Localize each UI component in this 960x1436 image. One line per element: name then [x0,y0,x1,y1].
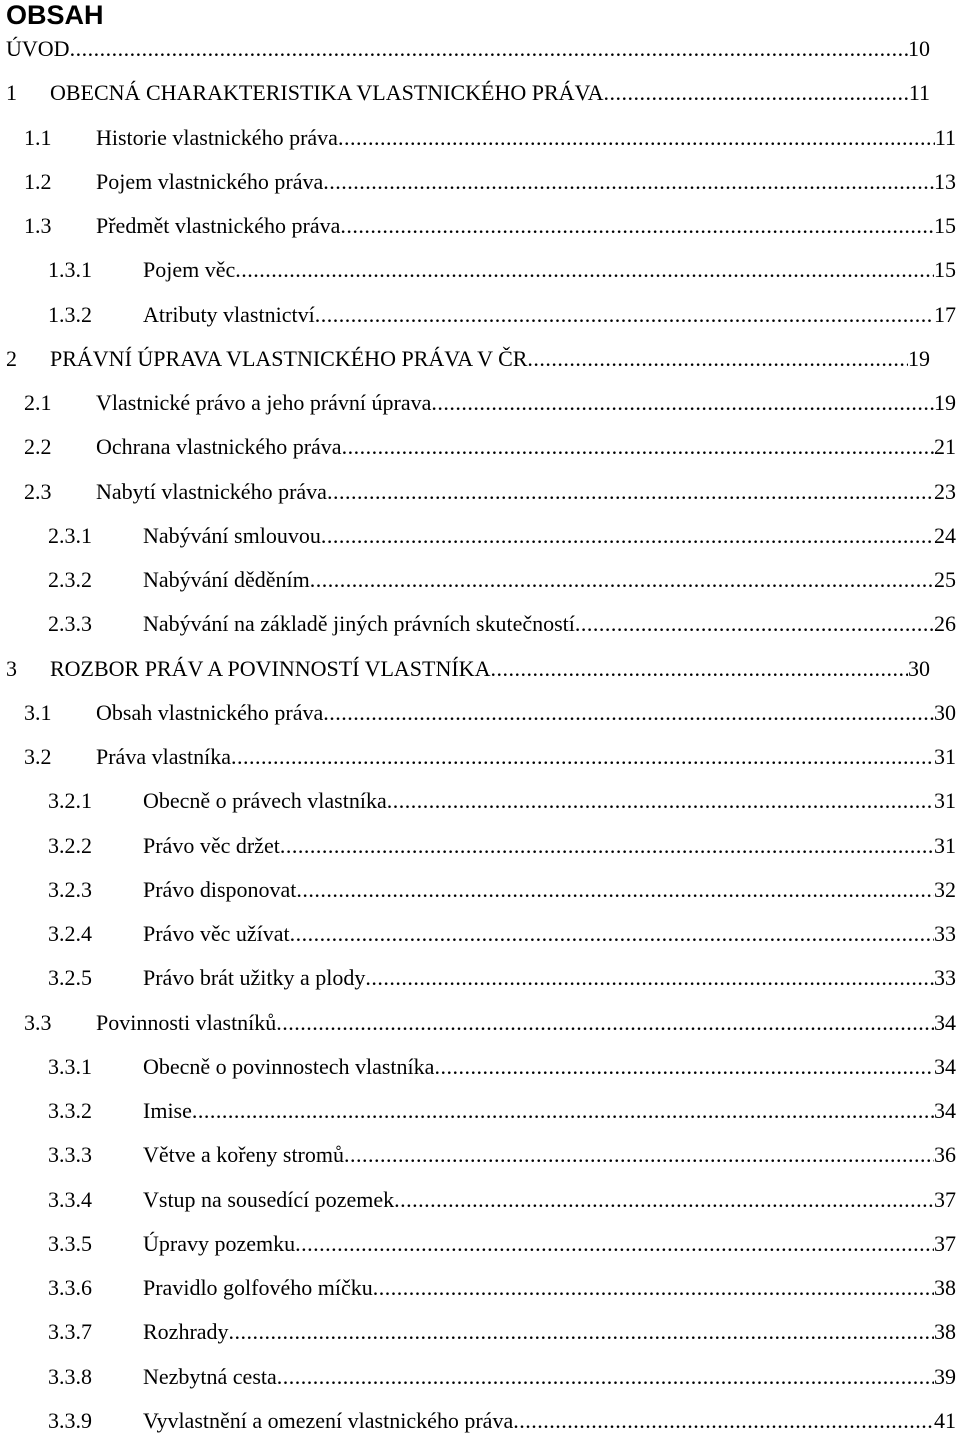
toc-entry-page-number: 36 [934,1142,956,1168]
toc-entry-number: ÚVOD [6,36,70,61]
dot-leader [490,654,908,684]
toc-entry[interactable] [48,609,956,639]
toc-entry-page-number: 34 [934,1098,956,1123]
toc-entry-line [96,211,956,241]
toc-entry[interactable] [48,875,956,905]
toc-entry-page-number: 10 [908,36,930,61]
dot-leader [340,211,934,241]
dot-leader [394,1185,934,1215]
toc-entry[interactable] [24,432,956,462]
toc-entry-title: Imise [143,1098,192,1123]
toc-entry-line [143,1052,956,1082]
toc-entry[interactable] [48,963,956,993]
toc-entry-line [143,255,956,285]
toc-entry-line [96,1008,956,1038]
dot-leader [575,609,934,639]
toc-entry[interactable] [48,1096,956,1126]
toc-entry-number: 1.3.1 [48,257,92,283]
toc-entry-line [96,123,956,153]
toc-entry[interactable] [24,698,956,728]
toc-entry[interactable] [48,565,956,595]
dot-leader [604,78,909,108]
dot-leader [513,1406,934,1436]
toc-entry-title: Ochrana vlastnického práva [96,434,342,460]
dot-leader [277,1362,934,1392]
toc-entry-line [96,167,956,197]
toc-entry[interactable] [24,388,956,418]
toc-entry[interactable] [48,1317,956,1347]
toc-entry-title: Historie vlastnického práva [96,124,338,150]
toc-entry-line [143,521,956,551]
toc-entry-line [143,1273,956,1303]
toc-entry-page-number: 39 [934,1363,956,1389]
toc-entry-number: 3.3.5 [48,1230,92,1256]
toc-entry-number: 3.3 [24,1009,52,1035]
toc-entry[interactable] [48,1273,956,1303]
toc-entry-line [50,78,930,108]
toc-entry-number: 2.3.2 [48,567,92,592]
toc-entry-title: Pojem věc [143,257,236,283]
toc-entry-page-number: 11 [908,80,930,106]
toc-entry[interactable] [24,211,956,241]
toc-entry-number: 3.3.1 [48,1053,92,1079]
toc-entry-number: 1 [6,80,17,106]
toc-entry-number: 3.3.4 [48,1186,92,1212]
toc-entry-line [96,432,956,462]
dot-leader [296,875,934,905]
dot-leader [321,521,934,551]
toc-entry[interactable] [48,919,956,949]
toc-entry[interactable] [48,1362,956,1392]
toc-entry-number: 3.2.5 [48,965,92,991]
toc-entry-page-number: 26 [934,611,956,637]
toc-entry-line [143,875,956,905]
toc-entry-page-number: 23 [934,478,956,504]
dot-leader [365,963,934,993]
toc-entry[interactable] [48,521,956,551]
toc-entry-number: 3.1 [24,699,52,725]
toc-entry-title: Právo věc držet [143,832,280,858]
toc-entry-line [143,1096,956,1126]
toc-entry-line [96,477,956,507]
toc-entry-title: Nabytí vlastnického práva [96,478,327,504]
toc-entry[interactable] [6,34,930,64]
toc-entry-title: OBECNÁ CHARAKTERISTIKA VLASTNICKÉHO PRÁVA [50,80,604,106]
toc-entry-page-number: 33 [934,921,956,946]
toc-entry-line [143,1406,956,1436]
toc-entry-page-number: 19 [934,390,956,415]
toc-entry-title: Vyvlastnění a omezení vlastnického práva [143,1407,514,1433]
toc-entry-number: 1.3 [24,213,52,238]
dot-leader [70,34,908,64]
toc-entry-number: 3.3.6 [48,1275,92,1300]
toc-entry[interactable] [24,742,956,772]
toc-entry-title: Vstup na sousedící pozemek [143,1186,395,1212]
dot-leader [387,786,934,816]
toc-entry-title: Pravidlo golfového míčku [143,1275,373,1300]
toc-entry-title: Nabývání smlouvou [143,522,321,548]
toc-entry-page-number: 31 [934,832,956,858]
dot-leader [327,477,934,507]
toc-entry-line [96,388,956,418]
toc-entry-line [143,831,956,861]
toc-entry[interactable] [48,300,956,330]
toc-entry-title: Obsah vlastnického práva [96,699,324,725]
toc-entry-title: Předmět vlastnického práva [96,213,341,238]
toc-entry-page-number: 32 [934,876,956,902]
dot-leader [235,255,934,285]
toc-entry[interactable] [48,1406,956,1436]
toc-entry-number: 2.3 [24,478,52,504]
toc-entry-line [143,609,956,639]
dot-leader [229,1317,934,1347]
toc-entry[interactable] [48,1052,956,1082]
toc-entry[interactable] [24,123,956,153]
dot-leader [431,388,934,418]
toc-entry-page-number: 25 [934,567,956,592]
toc-entry-line [143,1140,956,1170]
toc-entry-number: 3 [6,655,17,681]
toc-entry-line [143,963,956,993]
toc-entry[interactable] [24,1008,956,1038]
dot-leader [310,565,934,595]
toc-entry-title: Úpravy pozemku [143,1230,296,1256]
toc-entry-page-number: 37 [934,1186,956,1212]
toc-entry[interactable] [24,167,956,197]
toc-entry-line [96,742,956,772]
toc-entry-number: 3.2.2 [48,832,92,858]
toc-entry[interactable] [24,477,956,507]
dot-leader [192,1096,934,1126]
toc-entry-number: 1.1 [24,124,52,150]
toc-entry-line [50,344,930,374]
toc-entry-number: 2.1 [24,390,52,415]
dot-leader [527,344,908,374]
toc-entry-number: 3.2.1 [48,788,92,814]
toc-entry-line [143,1317,956,1347]
toc-entry[interactable] [6,344,930,374]
toc-entry-line [96,698,956,728]
toc-entry-number: 1.2 [24,168,52,194]
toc-entry-page-number: 30 [908,655,930,681]
dot-leader [344,1140,934,1170]
toc-entry-page-number: 41 [934,1407,956,1433]
toc-entry-number: 3.3.3 [48,1142,92,1168]
toc-entry-title: Právo věc užívat [143,921,290,946]
toc-entry-number: 3.3.2 [48,1098,92,1123]
toc-entry-page-number: 30 [934,699,956,725]
toc-entry-page-number: 34 [934,1009,956,1035]
dot-leader [338,123,935,153]
toc-entry-page-number: 38 [934,1319,956,1345]
toc-entry[interactable] [6,78,930,108]
toc-entry-page-number: 19 [908,345,930,371]
toc-entry-page-number: 15 [934,213,956,238]
toc-entry-line [143,1229,956,1259]
toc-entry-page-number: 31 [934,744,956,769]
toc-entry-title: Nabývání na základě jiných právních skutečností [143,611,575,637]
toc-entry-page-number: 17 [934,301,956,327]
toc-entry-title: Právo disponovat [143,876,297,902]
toc-entry-number: 3.3.9 [48,1407,92,1433]
toc-entry-title: ROZBOR PRÁV A POVINNOSTÍ VLASTNÍKA [50,655,491,681]
dot-leader [434,1052,934,1082]
toc-entry-title: Právo brát užitky a plody [143,965,366,991]
toc-entry-page-number: 11 [934,124,956,150]
toc-entry-line [143,919,956,949]
toc-entry-number: 2.3.1 [48,522,92,548]
dot-leader [276,1008,934,1038]
dot-leader [295,1229,934,1259]
toc-entry-line [143,565,956,595]
toc-entry-title: Nabývání děděním [143,567,310,592]
toc-entry-number: 3.3.7 [48,1319,92,1345]
toc-entry-title: Vlastnické právo a jeho právní úprava [96,390,432,415]
toc-entry-page-number: 31 [934,788,956,814]
toc-entry[interactable] [48,831,956,861]
toc-entry-page-number: 13 [934,168,956,194]
dot-leader [323,698,934,728]
toc-entry-number: 3.2.4 [48,921,92,946]
dot-leader [315,300,934,330]
toc-entry-number: 3.2.3 [48,876,92,902]
toc-entry-line [50,654,930,684]
toc-entry-title: Práva vlastníka [96,744,232,769]
toc-entry-number: 2.2 [24,434,52,460]
toc-entry-number: 1.3.2 [48,301,92,327]
toc-entry-line [143,300,956,330]
toc-entry-page-number: 33 [934,965,956,991]
toc-entry-line [143,1185,956,1215]
dot-leader [290,919,934,949]
toc-entry[interactable] [48,1140,956,1170]
toc-entry-title: Obecně o právech vlastníka [143,788,387,814]
toc-entry-page-number: 21 [934,434,956,460]
toc-entry-title: Povinnosti vlastníků [96,1009,277,1035]
toc-entry-title: Atributy vlastnictví [143,301,315,327]
toc-entry-number: 3.3.8 [48,1363,92,1389]
toc-entry[interactable] [48,1185,956,1215]
dot-leader [342,432,934,462]
toc-entry-page-number: 37 [934,1230,956,1256]
toc-entry-title: PRÁVNÍ ÚPRAVA VLASTNICKÉHO PRÁVA V ČR [50,345,528,371]
toc-entry-title: Rozhrady [143,1319,229,1345]
toc-entry[interactable] [48,255,956,285]
toc-entry-title: Nezbytná cesta [143,1363,277,1389]
toc-entry-title: Obecně o povinnostech vlastníka [143,1053,435,1079]
dot-leader [280,831,934,861]
toc-entry-page-number: 15 [934,257,956,283]
toc-entry-line [143,1362,956,1392]
toc-entry-number: 3.2 [24,744,52,769]
toc-entry[interactable] [48,786,956,816]
toc-heading: OBSAH [6,0,104,30]
toc-entry-number: 2 [6,345,17,371]
toc-entry-title: Větve a kořeny stromů [143,1142,344,1168]
toc-entry-page-number: 34 [934,1053,956,1079]
toc-entry-line [143,786,956,816]
toc-entry[interactable] [48,1229,956,1259]
dot-leader [323,167,934,197]
toc-entry-number: 2.3.3 [48,611,92,637]
dot-leader [373,1273,934,1303]
toc-entry-title: Pojem vlastnického práva [96,168,324,194]
toc-entry[interactable] [6,654,930,684]
dot-leader [231,742,934,772]
toc-entry-page-number: 24 [934,522,956,548]
toc-entry-page-number: 38 [934,1275,956,1300]
toc-entry-line [6,34,930,64]
